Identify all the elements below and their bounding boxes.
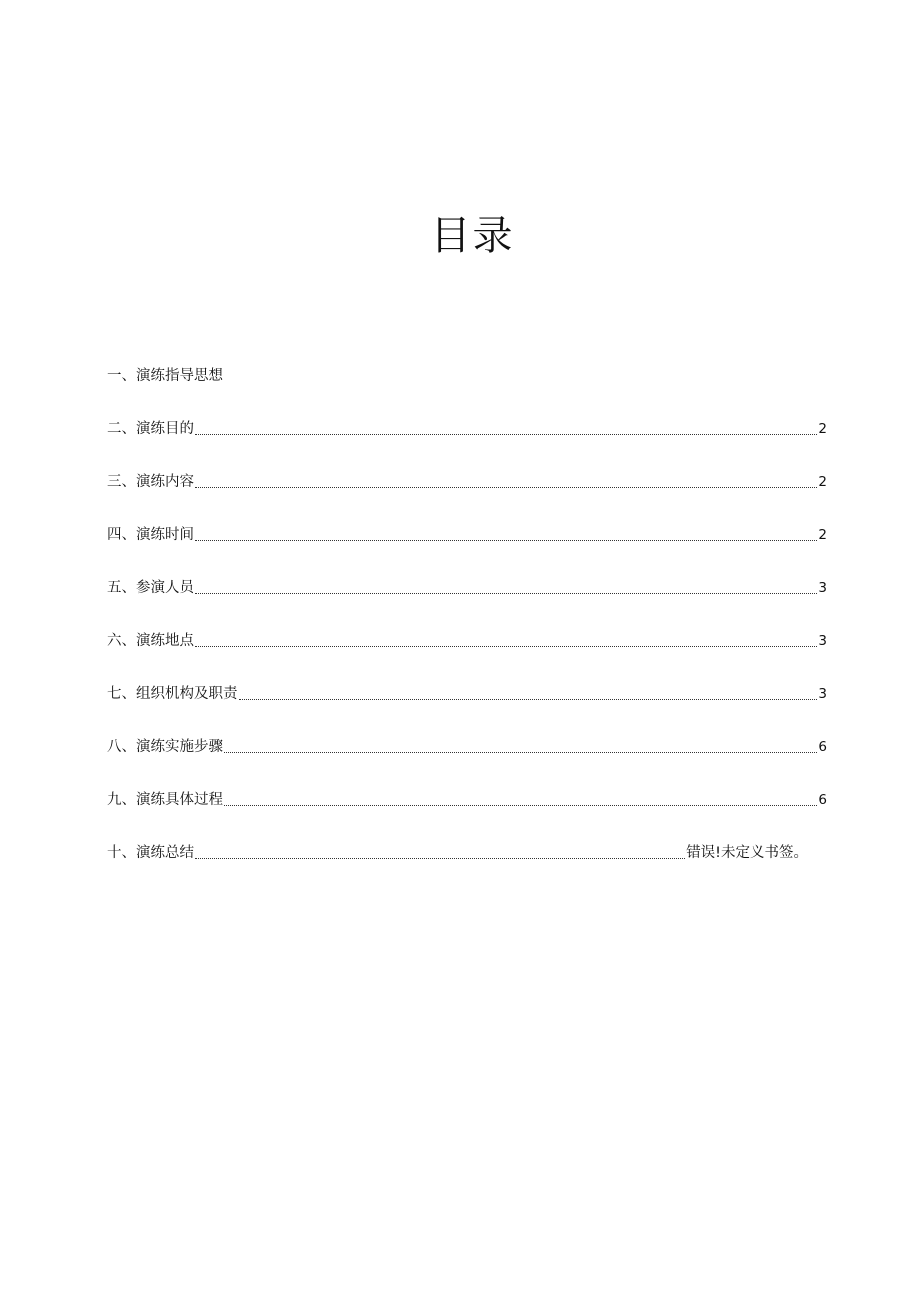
toc-entry-label: 一、演练指导思想	[107, 368, 223, 384]
toc-entry-label: 三、演练内容	[107, 474, 194, 490]
toc-entry-page: 错误!未定义书签。	[686, 845, 808, 861]
toc-entry-page: 3	[818, 633, 827, 649]
toc-dot-leader	[195, 470, 817, 488]
toc-entry[interactable]	[107, 629, 827, 682]
toc-entry-page: 6	[818, 739, 827, 755]
toc-entry-page: 3	[818, 580, 827, 596]
toc-entry-label: 九、演练具体过程	[107, 792, 223, 808]
toc-entry-page: 6	[818, 792, 827, 808]
toc-entry-label: 五、参演人员	[107, 580, 194, 596]
toc-entry-page: 2	[818, 474, 827, 490]
toc-dot-leader	[224, 735, 817, 753]
toc-entry-label: 十、演练总结	[107, 845, 194, 861]
toc-dot-leader	[195, 841, 685, 859]
toc-entry[interactable]	[107, 364, 827, 417]
toc-entry-page: 3	[818, 686, 827, 702]
toc-entry-label: 七、组织机构及职责	[107, 686, 238, 702]
toc-list	[107, 364, 827, 894]
toc-dot-leader	[239, 682, 818, 700]
toc-entry[interactable]	[107, 523, 827, 576]
toc-entry-label: 二、演练目的	[107, 421, 194, 437]
toc-entry[interactable]	[107, 576, 827, 629]
toc-entry[interactable]	[107, 735, 827, 788]
toc-entry-page: 2	[818, 421, 827, 437]
toc-entry[interactable]	[107, 682, 827, 735]
toc-entry-label: 八、演练实施步骤	[107, 739, 223, 755]
toc-entry-page: 2	[818, 527, 827, 543]
toc-entry[interactable]	[107, 841, 827, 894]
toc-entry[interactable]	[107, 470, 827, 523]
toc-entry-label: 四、演练时间	[107, 527, 194, 543]
toc-entry[interactable]	[107, 417, 827, 470]
toc-entry-label: 六、演练地点	[107, 633, 194, 649]
toc-dot-leader	[195, 417, 817, 435]
toc-title: 目录	[430, 213, 515, 259]
toc-dot-leader	[195, 523, 817, 541]
toc-dot-leader	[195, 629, 817, 647]
toc-entry[interactable]	[107, 788, 827, 841]
toc-dot-leader	[195, 576, 817, 594]
toc-dot-leader	[224, 788, 817, 806]
